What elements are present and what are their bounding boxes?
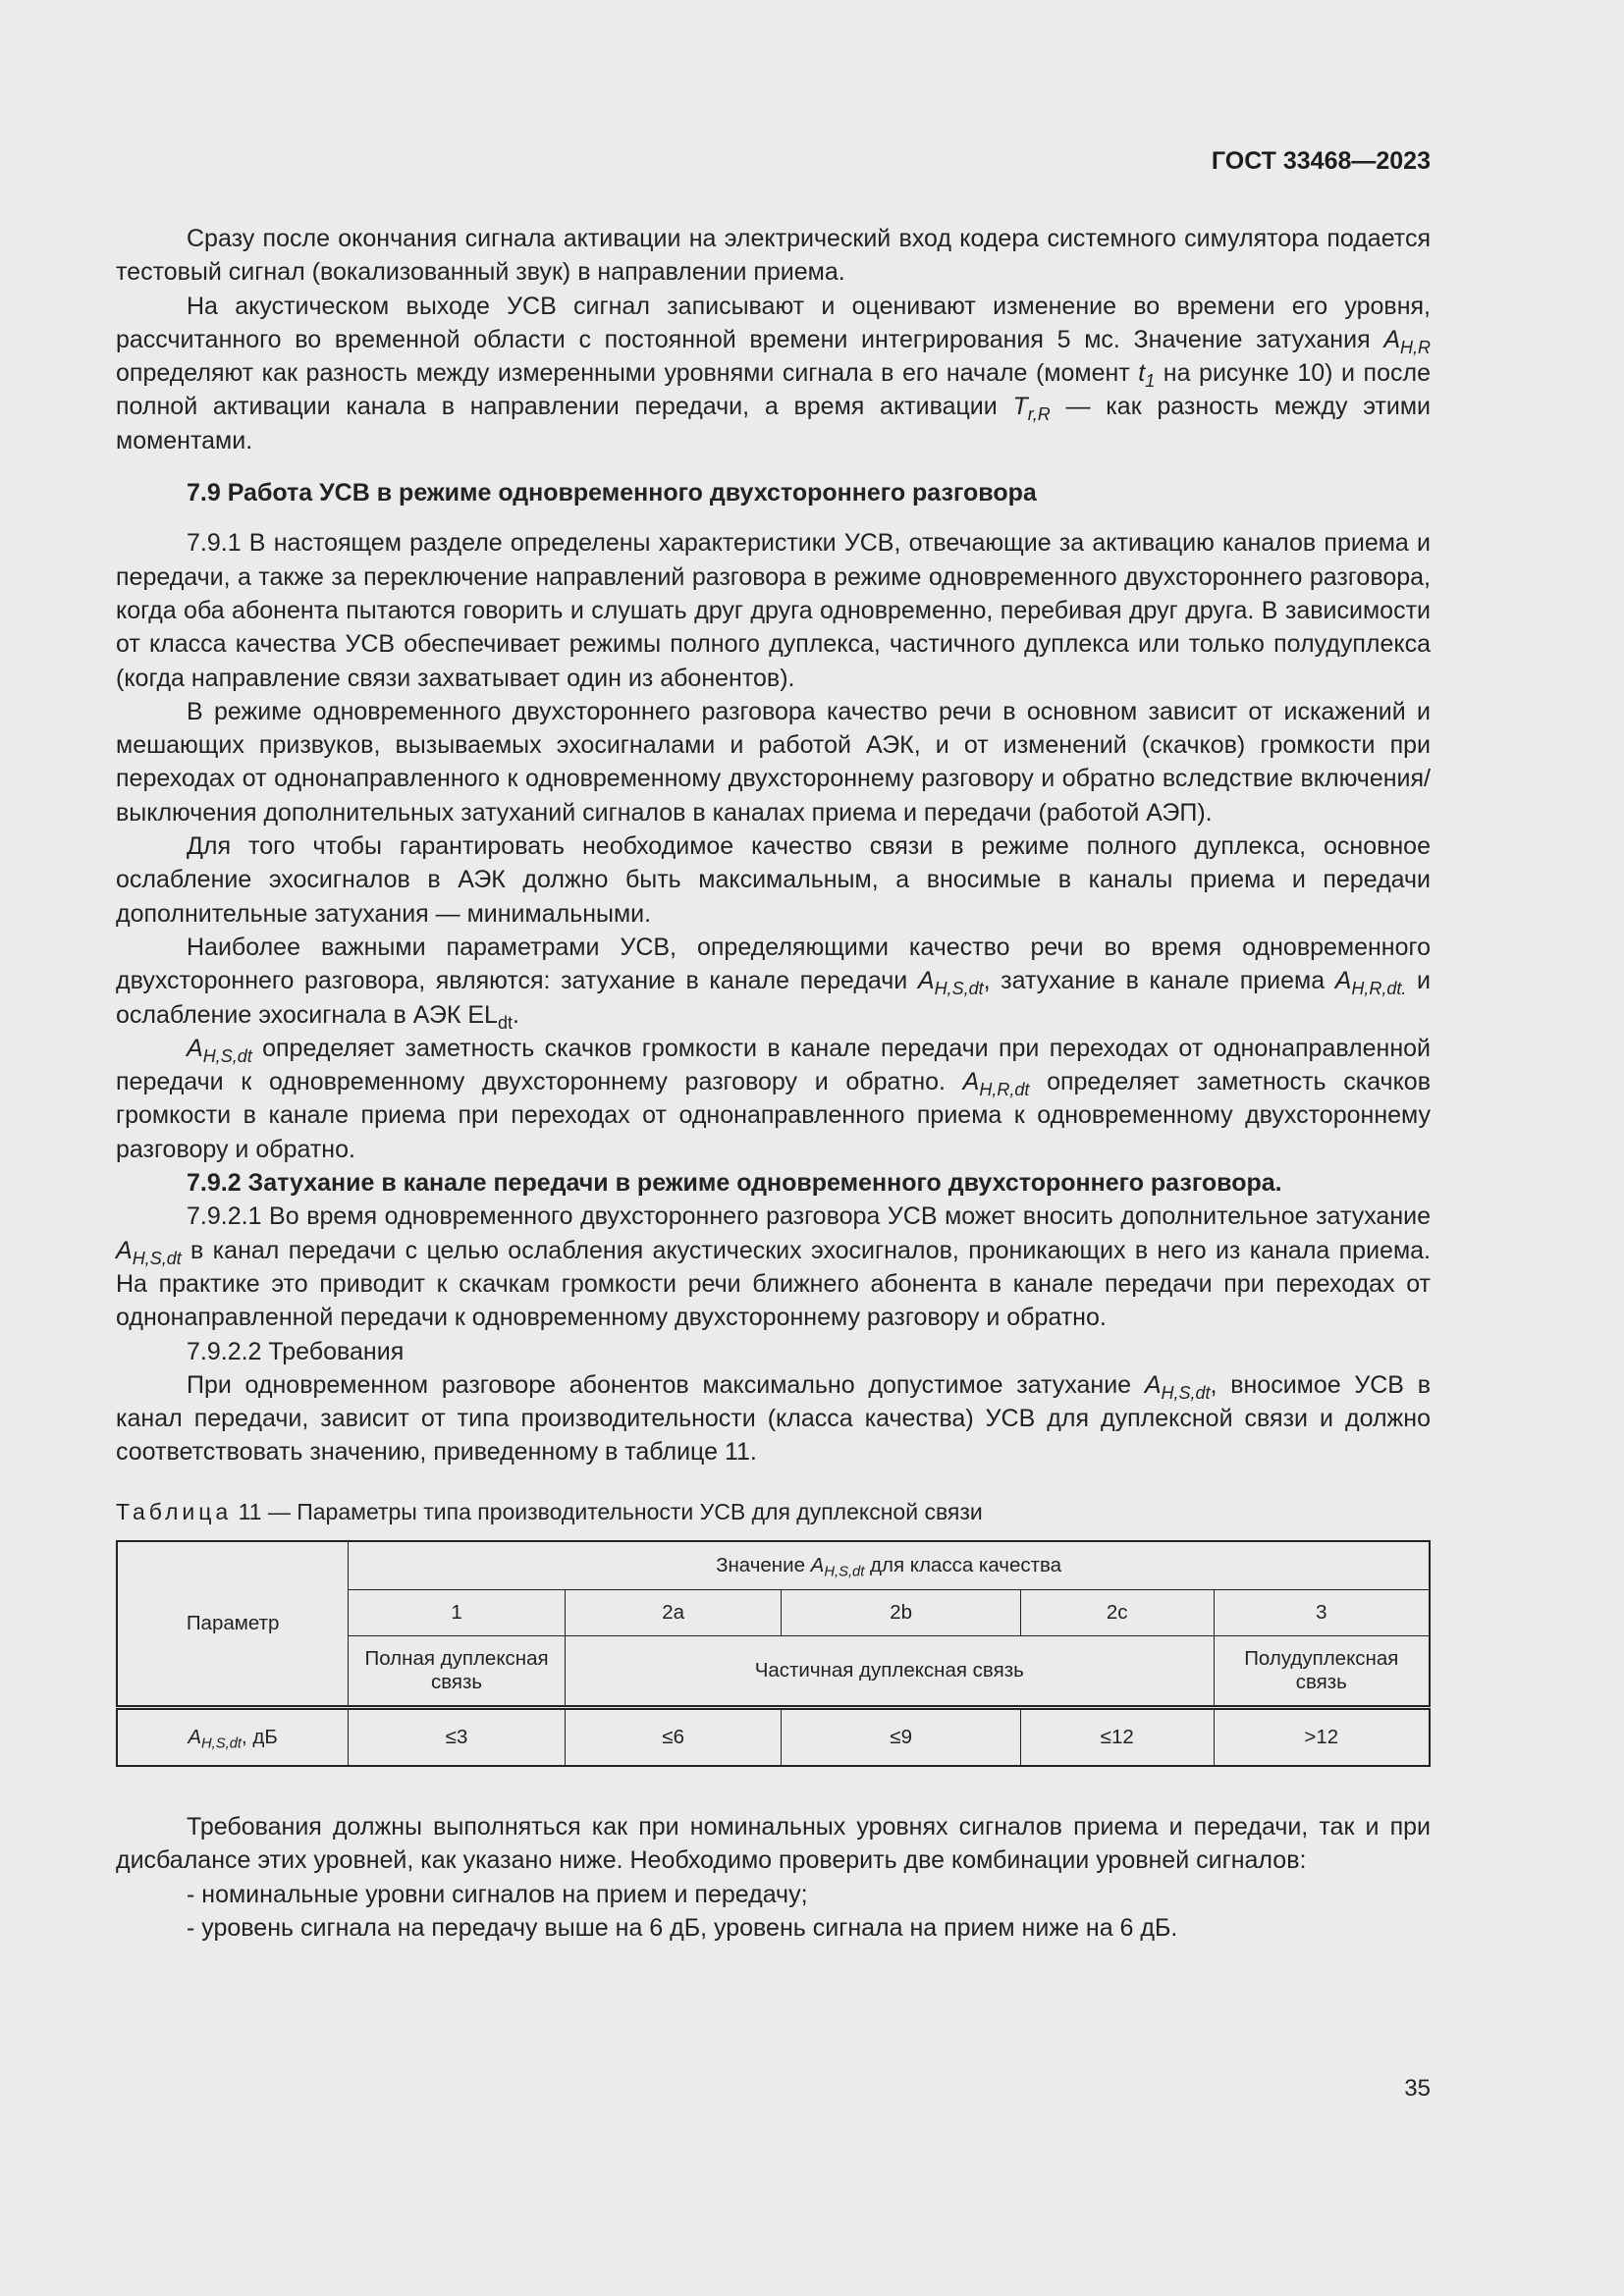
document-header: ГОСТ 33468—2023 bbox=[1211, 147, 1431, 175]
symbol-t-r-r: $T_{r,R}$ bbox=[1012, 393, 1051, 425]
paragraph-2: На акустическом выходе УСВ сигнал записывают и оценивают изменение во времени его уровня, рассчитанного во временной области с постоянной времени интегрирования 5 мс. Значение затухания $A_{H,R}$ определяют как разность между измеренными уровнями сигнала в его начале (момент $t_1$ на рисунке 10) и после полной активации канала в направлении передачи, а время активации $T_{r,R}$ — как разность между этими моментами. bbox=[116, 292, 1431, 454]
paragraph-9: При одновременном разговоре абонентов максимально допустимое затухание $A_{H,S,dt}$, вносимое УСВ в канал передачи, зависит от типа производительности (класса качества) УСВ для дуплексной связи и должно соответствовать значению, приведенному в таблице 11. bbox=[116, 1370, 1431, 1467]
value-header-cell: Значение $A_{H,S,dt}$ для класса качества bbox=[349, 1541, 1430, 1590]
symbol-a-h-s-dt: $A_{H,S,dt}$ bbox=[1144, 1370, 1211, 1403]
page-content bbox=[116, 222, 1431, 1945]
symbol-a-h-r: $A_{H,R}$ bbox=[1383, 325, 1431, 357]
paragraph-10: Требования должны выполняться как при номинальных уровнях сигналов приема и передачи, так и при дисбалансе этих уровней, как указано ниже. Необходимо проверить две комбинации уровней сигналов: bbox=[116, 1812, 1431, 1875]
list-item: - номинальные уровни сигналов на прием и передачу; bbox=[187, 1880, 808, 1908]
mode-cell: Полудуплексная связь bbox=[1214, 1635, 1430, 1707]
class-cell: 3 bbox=[1214, 1589, 1430, 1635]
param-header-cell: Параметр bbox=[117, 1541, 349, 1708]
section-heading-7-9-2: 7.9.2 Затухание в канале передачи в режиме одновременного двухстороннего разговора. bbox=[187, 1169, 1282, 1198]
class-cell: 2c bbox=[1020, 1589, 1214, 1635]
symbol-t1: $t_1$ bbox=[1138, 359, 1156, 391]
section-heading-7-9: 7.9 Работа УСВ в режиме одновременного двухстороннего разговора bbox=[187, 479, 1037, 507]
paragraph-7: $A_{H,S,dt}$ определяет заметность скачков громкости в канале передачи при переходах от однонаправленной передачи к одновременному двухстороннему разговору и обратно. $A_{H,R,dt}$ определяет заметность скачков громкости в канале приема при переходах от однонаправленного приема к одновременному двухстороннему разговору и обратно. bbox=[116, 1034, 1431, 1163]
class-cell: 2b bbox=[782, 1589, 1020, 1635]
symbol-a-h-r-dt: $A_{H,R,dt}$ bbox=[962, 1068, 1030, 1099]
row-label-cell: $A_{H,S,dt}$, дБ bbox=[117, 1707, 349, 1766]
class-cell: 2a bbox=[565, 1589, 782, 1635]
page-number: 35 bbox=[1404, 2075, 1431, 2102]
value-cell: ≤12 bbox=[1020, 1707, 1214, 1766]
class-cell: 1 bbox=[349, 1589, 566, 1635]
paragraph-1: Сразу после окончания сигнала активации на электрический вход кодера системного симулятора подается тестовый сигнал (вокализованный звук) в направлении приема. bbox=[116, 225, 1431, 287]
mode-cell: Частичная дуплексная связь bbox=[565, 1635, 1214, 1707]
list-item: - уровень сигнала на передачу выше на 6 дБ, уровень сигнала на прием ниже на 6 дБ. bbox=[187, 1913, 1178, 1942]
mode-cell: Полная дуплексная связь bbox=[349, 1635, 566, 1707]
value-cell: >12 bbox=[1214, 1707, 1430, 1766]
paragraph-7-9-1: 7.9.1 В настоящем разделе определены характеристики УСВ, отвечающие за активацию каналов приема и передачи, а также за переключение направлений разговора в режиме одновременного двухстороннего разговора, когда оба абонента пытаются говорить и слушать друг друга одновременно, перебивая друг друга. В зависимости от класса качества УСВ обеспечивает режимы полного дуплекса, частичного дуплекса или только полудуплекса (когда направление связи захватывает один из абонентов). bbox=[116, 529, 1431, 692]
value-cell: ≤3 bbox=[349, 1707, 566, 1766]
table-11 bbox=[116, 1540, 1431, 1767]
paragraph-7-9-2-1: 7.9.2.1 Во время одновременного двухстороннего разговора УСВ может вносить дополнительное затухание $A_{H,S,dt}$ в канал передачи с целью ослабления акустических эхосигналов, проникающих в него из канала приема. На практике это приводит к скачкам громкости речи ближнего абонента в канале передачи при переходах от однонаправленной передачи к одновременному двухстороннему разговору и обратно. bbox=[116, 1202, 1431, 1332]
value-cell: ≤9 bbox=[782, 1707, 1020, 1766]
value-cell: ≤6 bbox=[565, 1707, 782, 1766]
symbol-a-h-s-dt: $A_{H,S,dt}$ bbox=[917, 967, 984, 998]
paragraph-5: Для того чтобы гарантировать необходимое качество связи в режиме полного дуплекса, основное ослабление эхосигналов в АЭК должно быть максимальным, а вносимые в каналы приема и передачи дополнительные затухания — минимальными. bbox=[116, 832, 1431, 928]
paragraph-6: Наиболее важными параметрами УСВ, определяющими качество речи во время одновременного двухстороннего разговора, являются: затухание в канале передачи $A_{H,S,dt}$, затухание в канале приема $A_{H,R,dt.}$ и ослабление эхосигнала в АЭК $EL_{dt}$. bbox=[116, 933, 1431, 1033]
paragraph-4: В режиме одновременного двухстороннего разговора качество речи в основном зависит от искажений и мешающих призвуков, вызываемых эхосигналами и работой АЭК, и от изменений (скачков) громкости при переходах от однонаправленного к одновременному двухстороннему разговору и обратно вследствие включения/выключения дополнительных затуханий сигналов в каналах приема и передачи (работой АЭП). bbox=[116, 697, 1431, 827]
symbol-a-h-s-dt: $A_{H,S,dt}$ bbox=[187, 1034, 252, 1066]
table-caption: Таблица 11 — Параметры типа производительности УСВ для дуплексной связи bbox=[116, 1498, 983, 1524]
heading-7-9-2-2: 7.9.2.2 Требования bbox=[187, 1337, 405, 1365]
symbol-a-h-r-dt: $A_{H,R,dt.}$ bbox=[1334, 967, 1407, 998]
symbol-a-h-s-dt: $A_{H,S,dt}$ bbox=[116, 1236, 182, 1268]
symbol-el-dt-sub: dt bbox=[497, 1012, 513, 1033]
